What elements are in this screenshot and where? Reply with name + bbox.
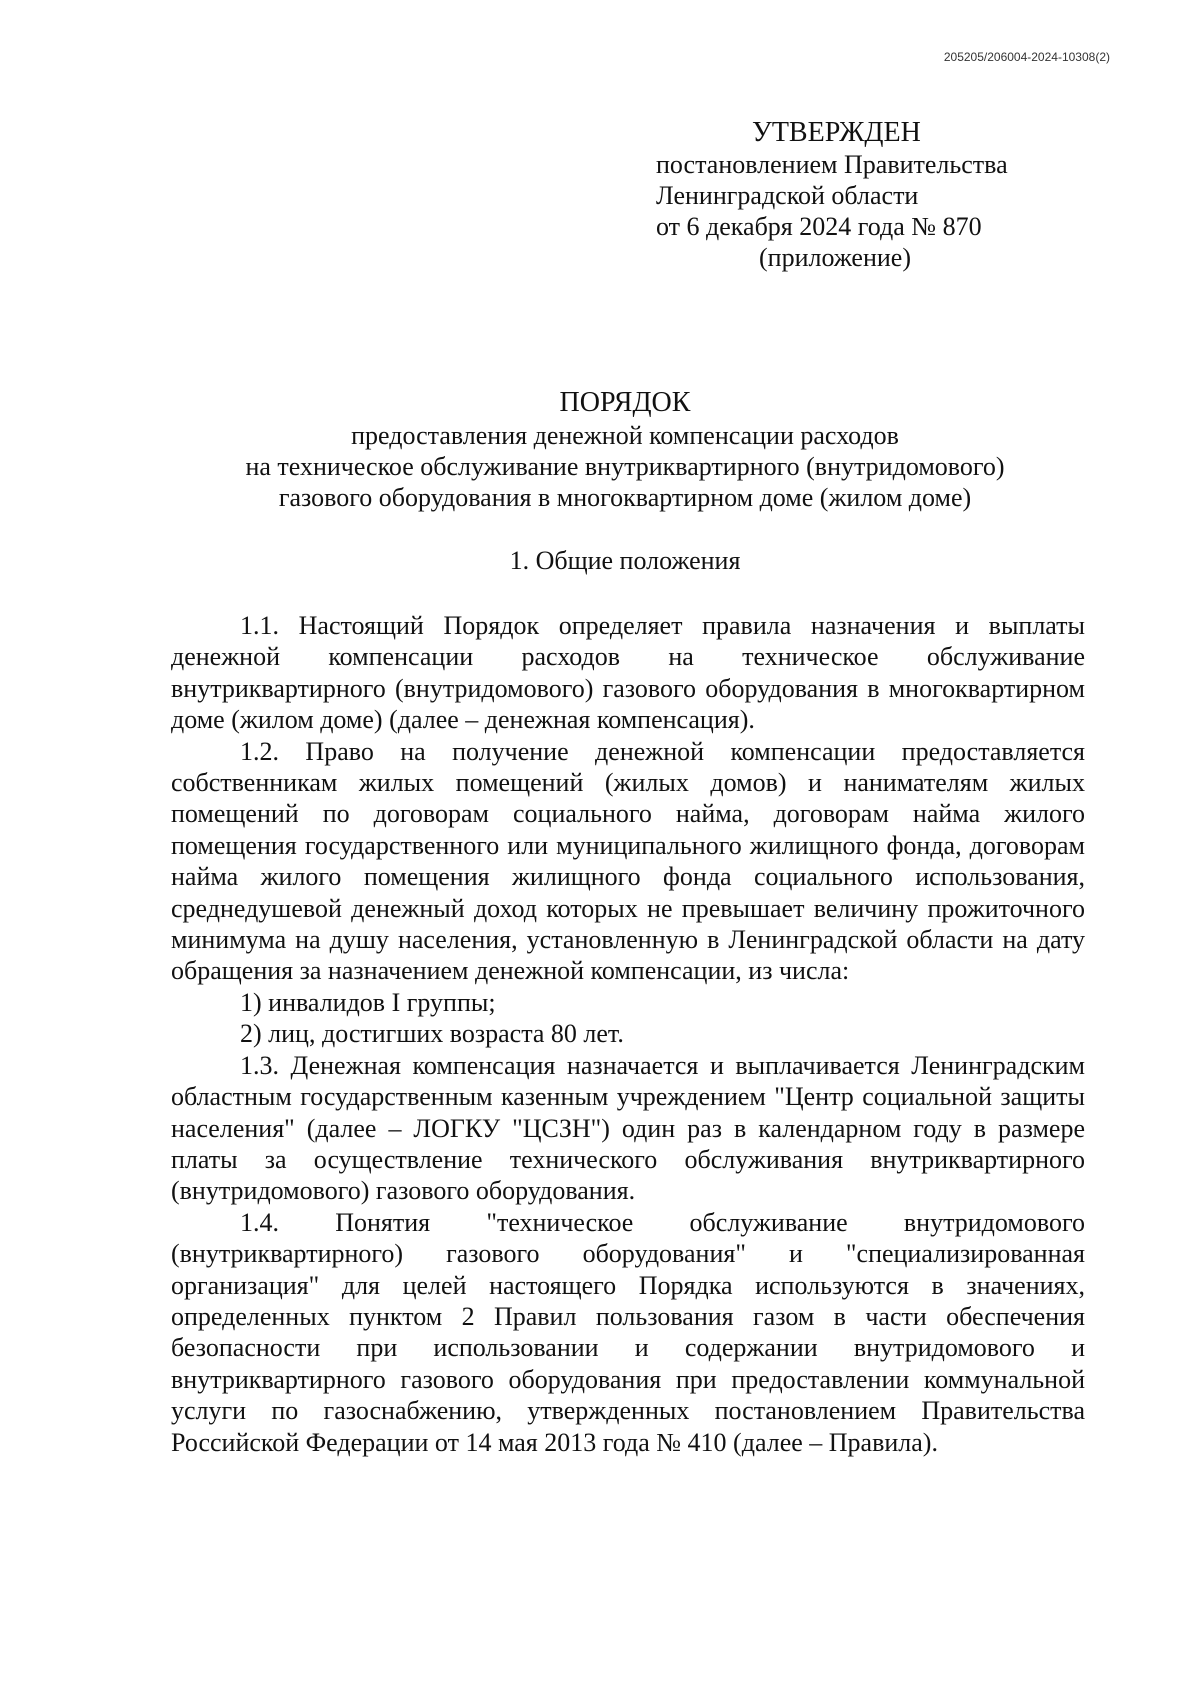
approval-line: Ленинградской области xyxy=(656,181,919,210)
paragraph-1-3: 1.3. Денежная компенсация назначается и выплачивается Ленинградским областным государственным казенным учреждением "Центр социальной защиты населения" (далее – ЛОГКУ "ЦСЗН") один раз в календарном году в размере платы за осуществление технического обслуживания внутриквартирного (внутридомового) газового оборудования. xyxy=(171,1050,1085,1206)
approval-title: УТВЕРЖДЕН xyxy=(752,117,921,148)
document-body xyxy=(171,610,1085,1458)
paragraph-1-2: 1.2. Право на получение денежной компенсации предоставляется собственникам жилых помещений (жилых домов) и нанимателям жилых помещений по договорам социального найма, договорам найма жилого помещения государственного или муниципального жилищного фонда, договорам найма жилого помещения жилищного фонда социального использования, среднедушевой денежный доход которых не превышает величину прожиточного минимума на душу населения, установленную в Ленинградской области на дату обращения за назначением денежной компенсации, из числа: xyxy=(171,736,1085,986)
approval-appendix-note: (приложение) xyxy=(759,243,912,272)
document-subtitle-line: предоставления денежной компенсации расходов xyxy=(351,421,899,450)
list-item: 1) инвалидов I группы; xyxy=(240,987,496,1017)
paragraph-1-4: 1.4. Понятия "техническое обслуживание внутридомового (внутриквартирного) газового оборудования" и "специализированная организация" для целей настоящего Порядка используются в значениях, определенных пунктом 2 Правил пользования газом в части обеспечения безопасности при использовании и содержании внутридомового и внутриквартирного газового оборудования при предоставлении коммунальной услуги по газоснабжению, утвержденных постановлением Правительства Российской Федерации от 14 мая 2013 года № 410 (далее – Правила). xyxy=(171,1207,1085,1457)
paragraph-1-1: 1.1. Настоящий Порядок определяет правила назначения и выплаты денежной компенсации расходов на техническое обслуживание внутриквартирного (внутридомового) газового оборудования в многоквартирном доме (жилом доме) (далее – денежная компенсация). xyxy=(171,611,1085,735)
section-heading: 1. Общие положения xyxy=(509,546,741,575)
approval-line: постановлением Правительства xyxy=(656,150,1008,179)
list-item: 2) лиц, достигших возраста 80 лет. xyxy=(240,1019,624,1049)
document-subtitle-line: газового оборудования в многоквартирном доме (жилом доме) xyxy=(278,483,972,512)
approval-line: от 6 декабря 2024 года № 870 xyxy=(656,212,982,241)
document-title: ПОРЯДОК xyxy=(559,387,691,418)
document-registration-code: 205205/206004-2024-10308(2) xyxy=(943,50,1110,64)
approval-stamp xyxy=(656,116,1056,273)
document-title-block xyxy=(160,386,1090,513)
document-subtitle-line: на техническое обслуживание внутриквартирного (внутридомового) xyxy=(245,452,1005,481)
